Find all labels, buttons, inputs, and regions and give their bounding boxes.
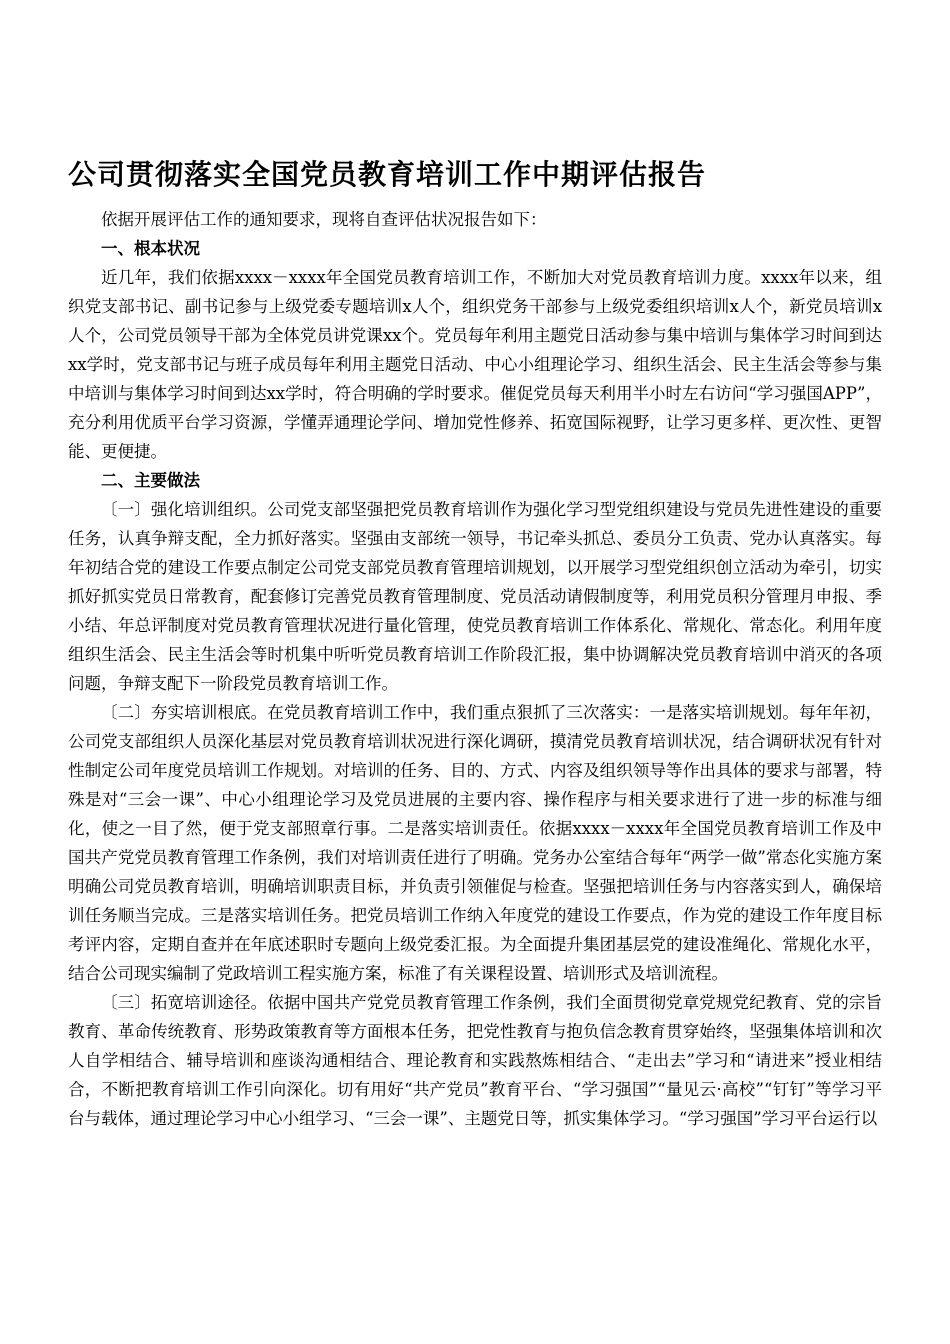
paragraph-consolidate-foundation: 〔二〕夯实培训根底。在党员教育培训工作中，我们重点狠抓了三次落实：一是落实培训规划。每年年初，公司党支部组织人员深化基层对党员教育培训状况进行深化调研，摸清党员教育培训状况，结合调研状况有针对性制定公司年度党员培训工作规划。对培训的任务、目的、方式、内容及组织领导等作出具体的要求与部署，特殊是对“三会一课”、中心小组理论学习及党员进展的主要内容、操作程序与相关要求进行了进一步的标准与细化，使之一目了然，便于党支部照章行事。二是落实培训责任。依据xxxx－xxxx年全国党员教育培训工作及中国共产党党员教育管理工作条例，我们对培训责任进行了明确。党务办公室结合每年“两学一做”常态化实施方案明确公司党员教育培训，明确培训职责目标，并负责引领催促与检查。坚强把培训任务与内容落实到人，确保培训任务顺当完成。三是落实培训任务。把党员培训工作纳入年度党的建设工作要点，作为党的建设工作年度目标考评内容，定期自查并在年底述职时专题向上级党委汇报。为全面提升集团基层党的建设准绳化、常规化水平，结合公司现实编制了党政培训工程实施方案，标准了有关课程设置、培训形式及培训流程。 — [68, 703, 882, 983]
section-heading-main-practices: 二、主要做法 — [101, 471, 200, 490]
paragraph-strengthen-organization: 〔一〕强化培训组织。公司党支部坚强把党员教育培训作为强化学习型党组织建设与党员先进性建设的重要任务，认真争辩支配，全力抓好落实。坚强由支部统一领导，书记牵头抓总、委员分工负责、党办认真落实。每年初结合党的建设工作要点制定公司党支部党员教育管理培训规划，以开展学习型党组织创立活动为牵引，切实抓好抓实党员日常教育，配套修订完善党员教育管理制度、党员活动请假制度等，利用党员积分管理月申报、季小结、年总评制度对党员教育管理状况进行量化管理，使党员教育培训工作体系化、常规化、常态化。利用年度组织生活会、民主生活会等时机集中听听党员教育培训工作阶段汇报，集中协调解决党员教育培训中消灭的各项问题，争辩支配下一阶段党员教育培训工作。 — [68, 500, 882, 693]
document-title: 公司贯彻落实全国党员教育培训工作中期评估报告 — [68, 158, 707, 191]
paragraph-basic-status: 近几年，我们依据xxxx－xxxx年全国党员教育培训工作，不断加大对党员教育培训力度。xxxx年以来，组织党支部书记、副书记参与上级党委专题培训x人个，组织党务干部参与上级党委组织培训x人个，新党员培训x人个，公司党员领导干部为全体党员讲党课xx个。党员每年利用主题党日活动参与集中培训与集体学习时间到达xx学时，党支部书记与班子成员每年利用主题党日活动、中心小组理论学习、组织生活会、民主生活会等参与集中培训与集体学习时间到达xx学时，符合明确的学时要求。催促党员每天利用半小时左右访问“学习强国APP”，充分利用优质平台学习资源，学懂弄通理论学问、增加党性修养、拓宽国际视野，让学习更多样、更次性、更智能、更便捷。 — [68, 268, 882, 461]
section-heading-basic-status: 一、根本状况 — [101, 239, 200, 258]
document-page — [68, 155, 882, 1133]
intro-paragraph: 依据开展评估工作的通知要求，现将自查评估状况报告如下： — [101, 210, 547, 229]
paragraph-broaden-channels: 〔三〕拓宽培训途径。依据中国共产党党员教育管理工作条例，我们全面贯彻党章党规党纪教育、党的宗旨教育、革命传统教育、形势政策教育等方面根本任务，把党性教育与抱负信念教育贯穿始终，坚强集体培训和次人自学相结合、辅导培训和座谈沟通相结合、理论教育和实践熬炼相结合、“走出去”学习和“请进来”授业相结合，不断把教育培训工作引向深化。切有用好“共产党员”教育平台、“学习强国”“量见云·高校”“钉钉”等学习平台与载体，通过理论学习中心小组学习、“三会一课”、主题党日等，抓实集体学习。“学习强国”学习平台运行以 — [68, 993, 882, 1128]
